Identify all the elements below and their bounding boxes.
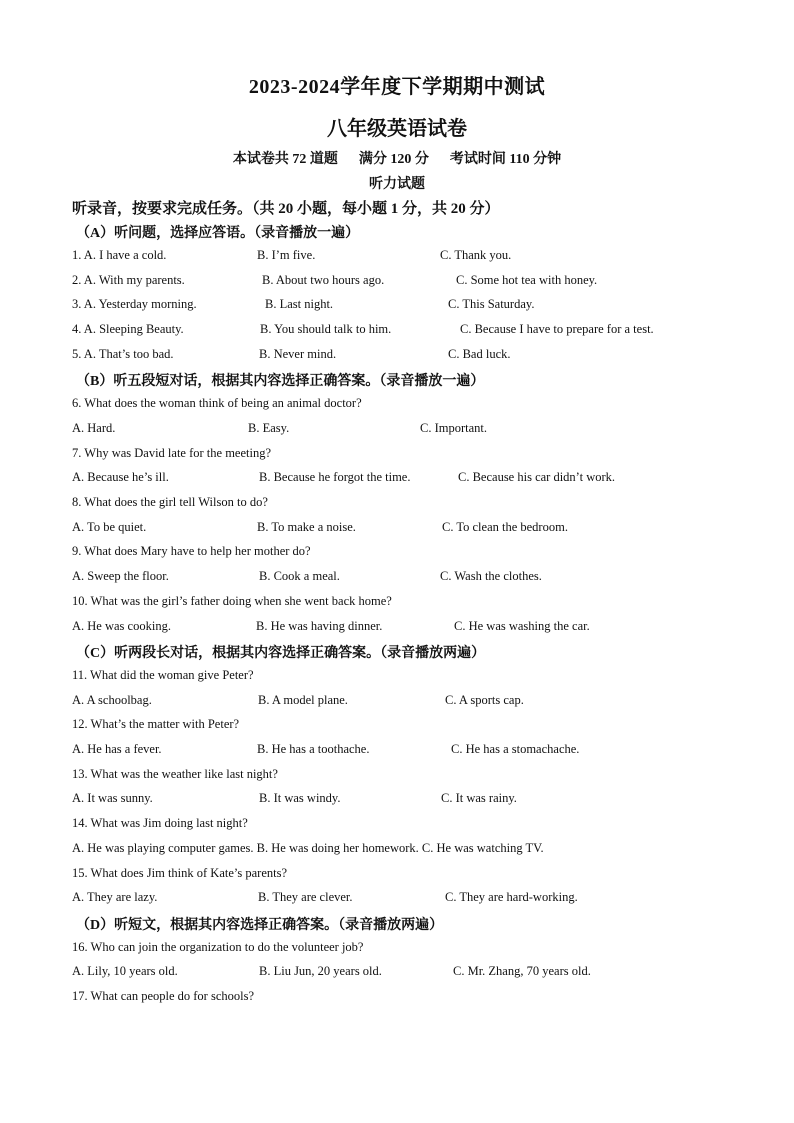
instruction: 听录音，按要求完成任务。（共 20 小题，每小题 1 分，共 20 分） [72,201,500,217]
question-11-option-c: C. A sports cap. [445,693,524,707]
question-3-option-c: C. This Saturday. [448,297,535,311]
question-11-option-b: B. A model plane. [258,693,348,707]
question-13-option-c: C. It was rainy. [441,791,517,805]
question-16-option-c: C. Mr. Zhang, 70 years old. [453,964,591,978]
question-1-option-c: C. Thank you. [440,248,512,262]
question-14-options: A. He was playing computer games. B. He was doing her homework. C. He was watching TV. [72,841,544,855]
question-10-option-c: C. He was washing the car. [454,619,590,633]
exam-title: 2023-2024学年度下学期期中测试 [248,76,546,98]
question-1-option-a: 1. A. I have a cold. [72,248,167,262]
question-12-option-c: C. He has a stomachache. [451,742,580,756]
question-1-option-b: B. I’m five. [257,248,316,262]
question-4-option-c: C. Because I have to prepare for a test. [460,322,654,336]
question-7-option-b: B. Because he forgot the time. [259,470,411,484]
question-10-option-a: A. He was cooking. [72,619,171,633]
question-9-option-a: A. Sweep the floor. [72,569,169,583]
part-heading: 听力试题 [369,177,425,192]
question-12-stem: 12. What’s the matter with Peter? [72,717,240,731]
question-11-stem: 11. What did the woman give Peter? [72,668,254,682]
question-17-stem: 17. What can people do for schools? [72,989,255,1003]
question-4-option-b: B. You should talk to him. [260,322,392,336]
question-10-stem: 10. What was the girl’s father doing when she went back home? [72,594,392,608]
question-5-option-b: B. Never mind. [259,347,337,361]
question-13-option-a: A. It was sunny. [72,791,153,805]
question-8-stem: 8. What does the girl tell Wilson to do? [72,495,268,509]
section-c-heading: （C）听两段长对话，根据其内容选择正确答案。（录音播放两遍） [76,646,486,661]
exam-subtitle: 八年级英语试卷 [327,118,467,140]
question-2-option-a: 2. A. With my parents. [72,273,185,287]
question-4-option-a: 4. A. Sleeping Beauty. [72,322,184,336]
question-15-option-a: A. They are lazy. [72,890,158,904]
section-d-heading: （D）听短文，根据其内容选择正确答案。（录音播放两遍） [76,918,444,933]
question-7-stem: 7. Why was David late for the meeting? [72,446,272,460]
question-15-option-c: C. They are hard-working. [445,890,578,904]
question-5-option-a: 5. A. That’s too bad. [72,347,174,361]
question-11-option-a: A. A schoolbag. [72,693,152,707]
question-13-stem: 13. What was the weather like last night? [72,767,278,781]
question-8-option-c: C. To clean the bedroom. [442,520,568,534]
question-9-option-c: C. Wash the clothes. [440,569,542,583]
exam-info: 本试卷共 72 道题 满分 120 分 考试时间 110 分钟 [232,152,562,167]
question-8-option-b: B. To make a noise. [257,520,356,534]
question-10-option-b: B. He was having dinner. [256,619,383,633]
question-6-option-b: B. Easy. [248,421,290,435]
question-2-option-c: C. Some hot tea with honey. [456,273,598,287]
section-a-heading: （A）听问题，选择应答语。（录音播放一遍） [76,226,360,241]
question-12-option-b: B. He has a toothache. [257,742,370,756]
question-16-stem: 16. Who can join the organization to do the volunteer job? [72,940,364,954]
section-b-heading: （B）听五段短对话，根据其内容选择正确答案。（录音播放一遍） [76,374,485,389]
question-8-option-a: A. To be quiet. [72,520,147,534]
question-16-option-a: A. Lily, 10 years old. [72,964,178,978]
question-3-option-b: B. Last night. [265,297,334,311]
question-14-stem: 14. What was Jim doing last night? [72,816,248,830]
question-15-option-b: B. They are clever. [258,890,353,904]
question-15-stem: 15. What does Jim think of Kate’s parents? [72,866,288,880]
question-16-option-b: B. Liu Jun, 20 years old. [259,964,382,978]
question-6-option-c: C. Important. [420,421,488,435]
question-7-option-c: C. Because his car didn’t work. [458,470,616,484]
question-13-option-b: B. It was windy. [259,791,341,805]
question-5-option-c: C. Bad luck. [448,347,511,361]
question-2-option-b: B. About two hours ago. [262,273,385,287]
question-3-option-a: 3. A. Yesterday morning. [72,297,197,311]
question-9-option-b: B. Cook a meal. [259,569,340,583]
question-6-stem: 6. What does the woman think of being an animal doctor? [72,396,362,410]
question-6-option-a: A. Hard. [72,421,116,435]
question-7-option-a: A. Because he’s ill. [72,470,169,484]
question-9-stem: 9. What does Mary have to help her mother do? [72,544,311,558]
question-12-option-a: A. He has a fever. [72,742,162,756]
